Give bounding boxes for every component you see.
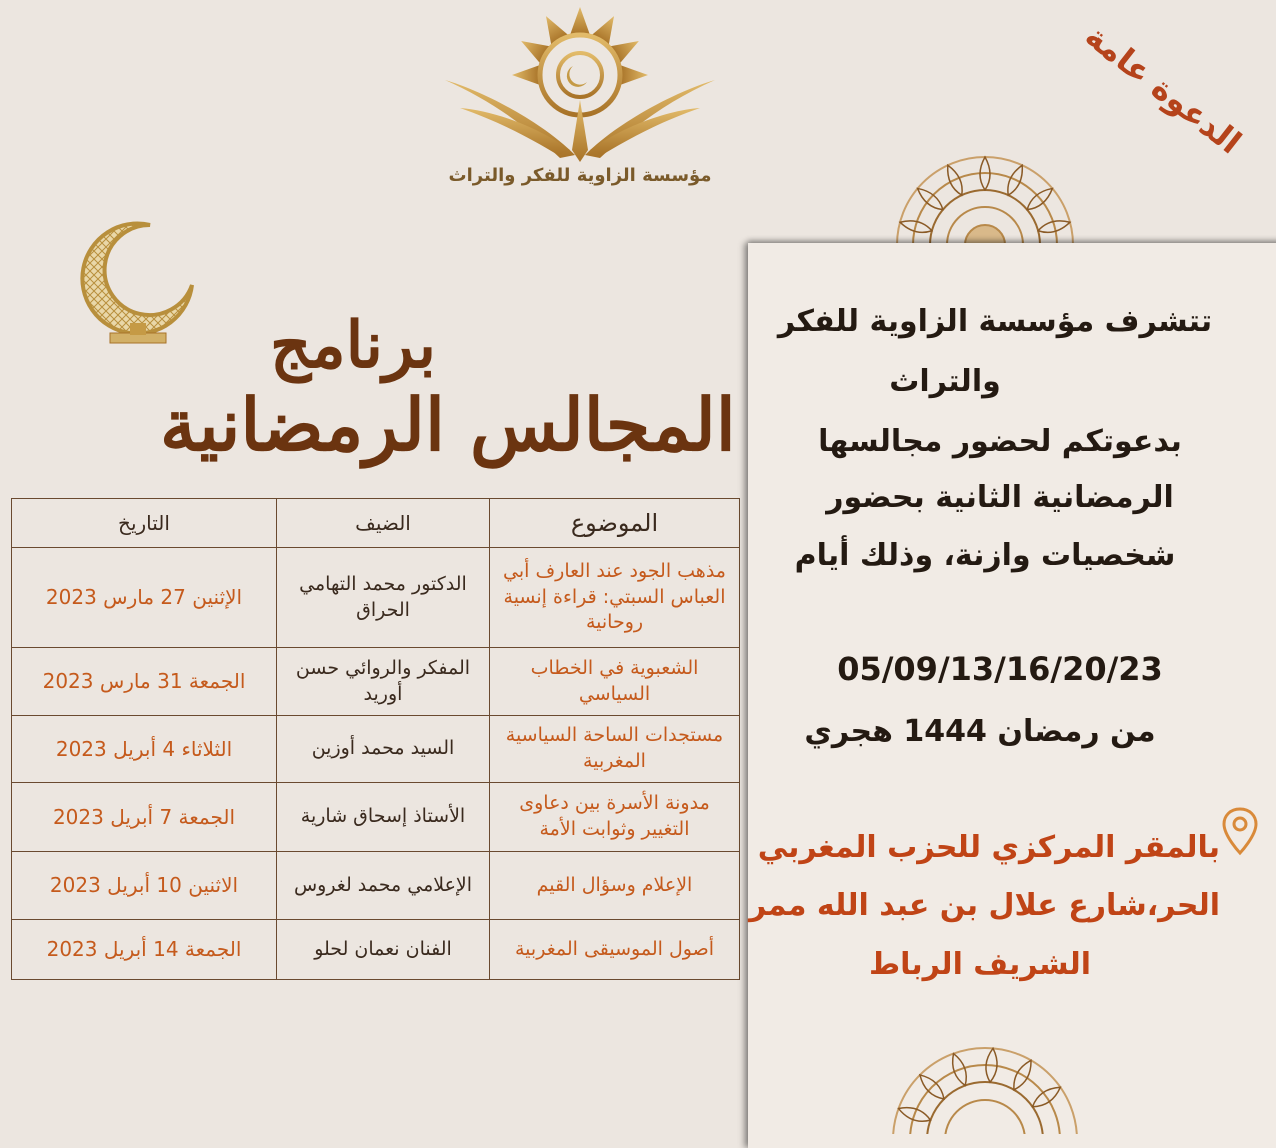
table-row bbox=[12, 852, 740, 920]
invitation-line2: والتراث bbox=[889, 364, 1001, 399]
row-date: الجمعة 31 مارس 2023 bbox=[12, 648, 277, 716]
row-guest: المفكر والروائي حسن أوريد bbox=[277, 648, 490, 716]
program-title-line1: برنامج bbox=[270, 308, 437, 383]
header-date: التاريخ bbox=[12, 499, 277, 548]
invitation-line5: شخصيات وازنة، وذلك أيام bbox=[794, 538, 1176, 573]
mandala-ornament bbox=[885, 1045, 1085, 1134]
table-row bbox=[12, 716, 740, 783]
row-topic: أصول الموسيقى المغربية bbox=[490, 920, 740, 980]
table-row bbox=[12, 920, 740, 980]
invitation-line3: بدعوتكم لحضور مجالسها bbox=[818, 424, 1182, 459]
row-topic: مدونة الأسرة بين دعاوى التغيير وثوابت الأمة bbox=[490, 783, 740, 852]
invitation-dates: 05/09/13/16/20/23 bbox=[837, 650, 1163, 688]
row-guest: السيد محمد أوزين bbox=[277, 716, 490, 783]
row-date: الإثنين 27 مارس 2023 bbox=[12, 548, 277, 648]
row-topic: الإعلام وسؤال القيم bbox=[490, 852, 740, 920]
row-date: الجمعة 7 أبريل 2023 bbox=[12, 783, 277, 852]
row-topic: الشعبوية في الخطاب السياسي bbox=[490, 648, 740, 716]
header-topic: الموضوع bbox=[490, 499, 740, 548]
table-row bbox=[12, 548, 740, 648]
row-guest: الإعلامي محمد لغروس bbox=[277, 852, 490, 920]
row-date: الاثنين 10 أبريل 2023 bbox=[12, 852, 277, 920]
row-guest: الفنان نعمان لحلو bbox=[277, 920, 490, 980]
public-invitation-stamp: الدعوة عامة bbox=[1078, 16, 1249, 162]
table-row bbox=[12, 783, 740, 852]
mandala-ornament bbox=[895, 150, 1075, 245]
table-header-row bbox=[12, 499, 740, 548]
row-date: الثلاثاء 4 أبريل 2023 bbox=[12, 716, 277, 783]
address-line1: بالمقر المركزي للحزب المغربي bbox=[757, 830, 1220, 865]
location-pin-icon bbox=[1221, 806, 1259, 856]
invitation-month: من رمضان 1444 هجري bbox=[804, 714, 1156, 749]
row-date: الجمعة 14 أبريل 2023 bbox=[12, 920, 277, 980]
table-row bbox=[12, 648, 740, 716]
program-title-line2: المجالس الرمضانية bbox=[160, 382, 736, 467]
sessions-table bbox=[11, 498, 740, 980]
invitation-line4: الرمضانية الثانية بحضور bbox=[826, 480, 1174, 515]
address-line2: الحر،شارع علال بن عبد الله ممر bbox=[749, 888, 1220, 923]
invitation-line1: تتشرف مؤسسة الزاوية للفكر bbox=[777, 304, 1213, 339]
row-topic: مذهب الجود عند العارف أبي العباس السبتي: قراءة إنسية روحانية bbox=[490, 548, 740, 648]
header-guest: الضيف bbox=[277, 499, 490, 548]
row-guest: الأستاذ إسحاق شارية bbox=[277, 783, 490, 852]
row-guest: الدكتور محمد التهامي الحراق bbox=[277, 548, 490, 648]
row-topic: مستجدات الساحة السياسية المغربية bbox=[490, 716, 740, 783]
crescent-moon-icon bbox=[70, 215, 205, 350]
address-line3: الشريف الرباط bbox=[868, 947, 1092, 982]
institution-name: مؤسسة الزاوية للفكر والتراث bbox=[448, 165, 712, 186]
